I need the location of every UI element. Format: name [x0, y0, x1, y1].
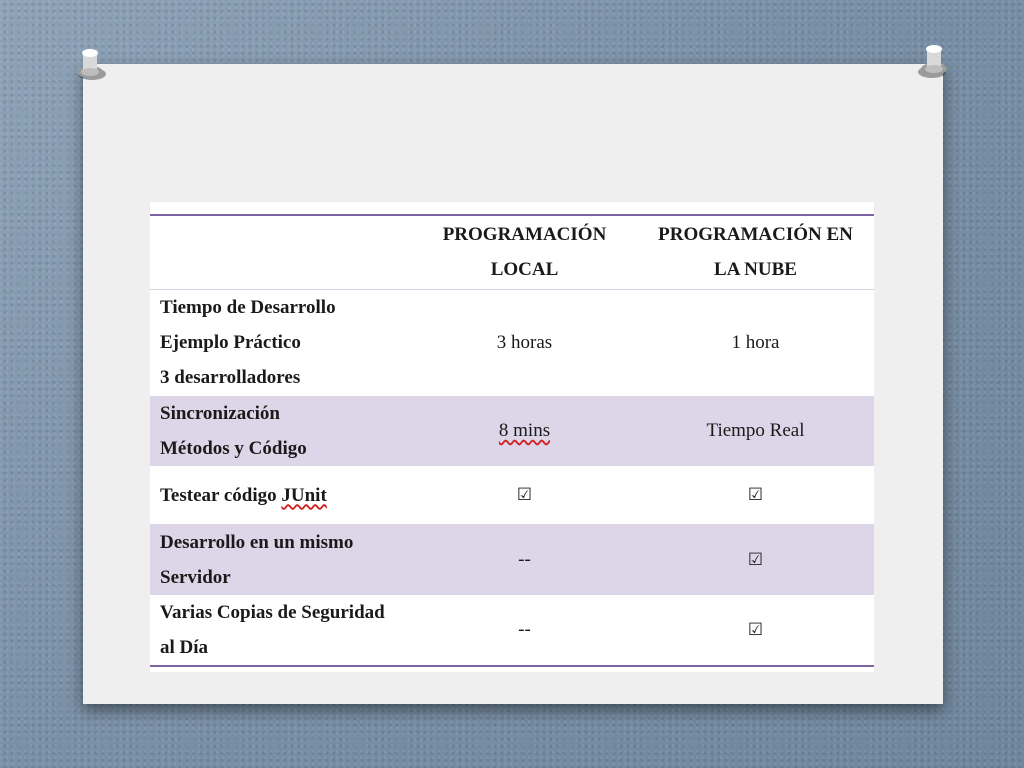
row-label [150, 396, 412, 466]
local-value-text: 8 mins [498, 420, 551, 441]
row-label [150, 289, 412, 396]
comparison-table [150, 214, 874, 667]
header-nube-line2: LA NUBE [714, 259, 797, 281]
row-label-line: 3 desarrolladores [160, 367, 301, 389]
local-value: 3 horas [496, 331, 553, 353]
comparison-table-container [150, 202, 874, 672]
row-label [150, 466, 412, 524]
row-label-line: Servidor [160, 566, 231, 588]
local-value: -- [518, 619, 531, 640]
nube-value: Tiempo Real [637, 396, 874, 466]
checkbox-checked-icon: ☑ [747, 485, 764, 505]
local-value: -- [412, 524, 637, 595]
row-label-line: al Día [160, 637, 209, 658]
nube-value: 1 hora [731, 331, 780, 353]
checkbox-checked-icon: ☑ [637, 524, 874, 595]
local-value [412, 396, 637, 466]
pushpin-icon [914, 40, 954, 80]
row-label [150, 524, 412, 595]
table-row [150, 466, 874, 524]
row-label-line: Desarrollo en un mismo [160, 531, 354, 553]
header-programacion-nube [637, 215, 874, 289]
row-label-line: Varias Copias de Seguridad [160, 602, 385, 623]
header-programacion-local [412, 215, 637, 289]
row-label-line: Métodos y Código [160, 438, 307, 459]
header-local-line1: PROGRAMACIÓN [442, 224, 607, 246]
table-header-row [150, 215, 874, 289]
table-row [150, 524, 874, 595]
header-nube-line1: PROGRAMACIÓN EN [658, 224, 853, 246]
table-row [150, 289, 874, 396]
row-label [150, 595, 412, 666]
row-label-line: Ejemplo Práctico [160, 332, 301, 354]
header-empty-cell [150, 215, 412, 289]
row-label-line: Tiempo de Desarrollo [160, 297, 336, 319]
checkbox-checked-icon: ☑ [516, 485, 533, 505]
row-label-junit: JUnit [281, 484, 327, 506]
header-local-line2: LOCAL [490, 259, 559, 281]
table-row [150, 595, 874, 666]
table-row [150, 396, 874, 466]
checkbox-checked-icon: ☑ [747, 620, 764, 640]
row-label-text: Testear código [160, 484, 282, 506]
row-label-line: Sincronización [160, 403, 280, 424]
pushpin-icon [70, 44, 110, 84]
